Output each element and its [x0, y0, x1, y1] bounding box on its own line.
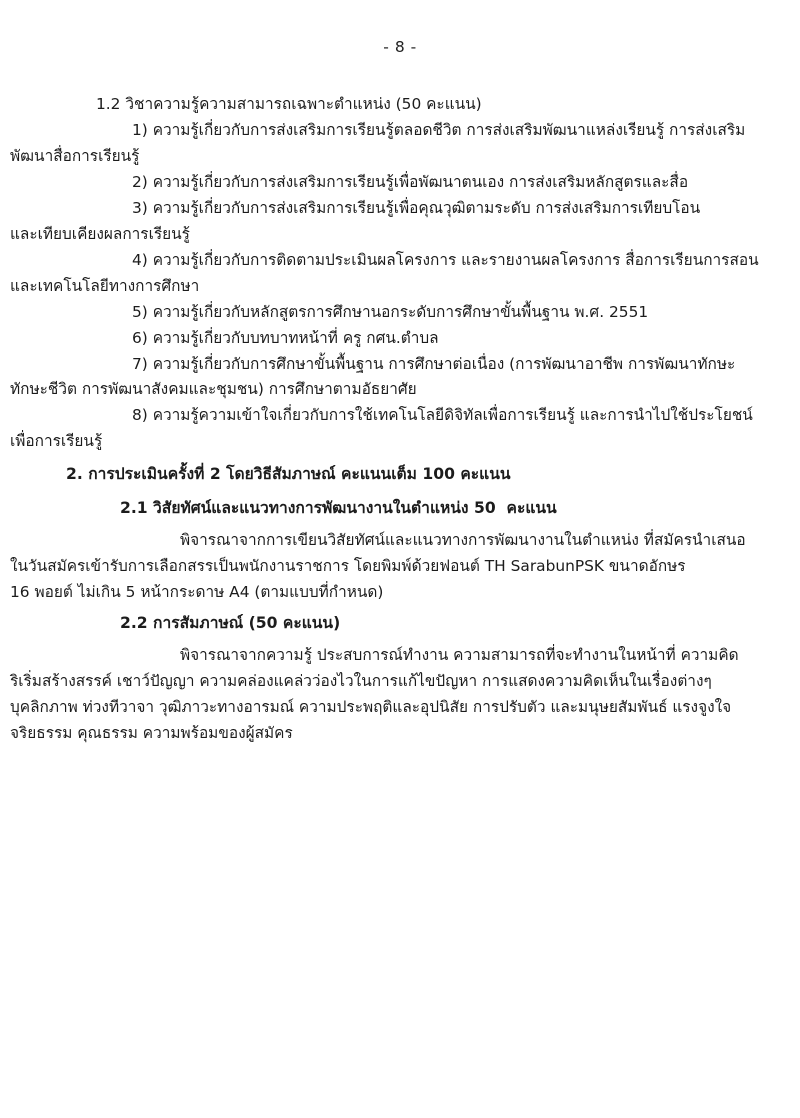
- paragraph-item-8-cont: เพื่อการเรียนรู้: [10, 432, 103, 451]
- paragraph-item-4-cont: และเทคโนโลยีทางการศึกษา: [10, 276, 200, 295]
- page-number: - 8 -: [383, 38, 417, 56]
- paragraph-section-1-2: 1.2 วิชาความรู้ความสามารถเฉพาะตำแหน่ง (50 คะแนน): [96, 95, 482, 113]
- paragraph-2-2-body-line2: ริเริ่มสร้างสรรค์ เชาว์ปัญญา ความคล่องแคล่วว่องไวในการแก้ไขปัญหา การแสดงความคิดเห็นในเรื่องต่างๆ: [10, 671, 712, 690]
- paragraph-item-7-cont: ทักษะชีวิต การพัฒนาสังคมและชุมชน) การศึกษาตามอัธยาศัย: [10, 380, 417, 399]
- heading-section-2-2: 2.2 การสัมภาษณ์ (50 คะแนน): [120, 613, 341, 632]
- paragraph-item-3: 3) ความรู้เกี่ยวกับการส่งเสริมการเรียนรู้เพื่อคุณวุฒิตามระดับ การส่งเสริมการเทียบโอน: [132, 198, 701, 217]
- document-body: [0, 92, 800, 746]
- paragraph-2-1-body-line2: ในวันสมัครเข้ารับการเลือกสรรเป็นพนักงานราชการ โดยพิมพ์ด้วยฟอนต์ TH SarabunPSK ขนาดอักษร: [10, 556, 686, 575]
- paragraph-item-1-cont: พัฒนาสื่อการเรียนรู้: [10, 146, 140, 165]
- paragraph-2-2-body-line4: จริยธรรม คุณธรรม ความพร้อมของผู้สมัคร: [10, 723, 293, 742]
- paragraph-item-8: 8) ความรู้ความเข้าใจเกี่ยวกับการใช้เทคโนโลยีดิจิทัลเพื่อการเรียนรู้ และการนำไปใช้ประโยชน์: [132, 406, 753, 425]
- paragraph-item-1: 1) ความรู้เกี่ยวกับการส่งเสริมการเรียนรู้ตลอดชีวิต การส่งเสริมพัฒนาแหล่งเรียนรู้ การส่งเสริม: [132, 120, 746, 139]
- paragraph-item-7: 7) ความรู้เกี่ยวกับการศึกษาขั้นพื้นฐาน การศึกษาต่อเนื่อง (การพัฒนาอาชีพ การพัฒนาทักษะ: [132, 354, 736, 373]
- heading-section-2: 2. การประเมินครั้งที่ 2 โดยวิธีสัมภาษณ์ คะแนนเต็ม 100 คะแนน: [66, 465, 511, 484]
- paragraph-2-2-body-line3: บุคลิกภาพ ท่วงทีวาจา วุฒิภาวะทางอารมณ์ ความประพฤติและอุปนิสัย การปรับตัว และมนุษยสัมพันธ์ แรงจูงใจ: [10, 697, 732, 716]
- document-page: [0, 38, 800, 1118]
- paragraph-item-5: 5) ความรู้เกี่ยวกับหลักสูตรการศึกษานอกระดับการศึกษาขั้นพื้นฐาน พ.ศ. 2551: [132, 302, 649, 321]
- paragraph-item-6: 6) ความรู้เกี่ยวกับบทบาทหน้าที่ ครู กศน.ตำบล: [132, 328, 439, 347]
- paragraph-item-4: 4) ความรู้เกี่ยวกับการติดตามประเมินผลโครงการ และรายงานผลโครงการ สื่อการเรียนการสอน: [132, 250, 759, 269]
- paragraph-2-1-body-line3: 16 พอยต์ ไม่เกิน 5 หน้ากระดาษ A4 (ตามแบบที่กำหนด): [10, 582, 384, 601]
- paragraph-item-3-cont: และเทียบเคียงผลการเรียนรู้: [10, 224, 190, 243]
- heading-section-2-1: 2.1 วิสัยทัศน์และแนวทางการพัฒนางานในตำแหน่ง 50 คะแนน: [120, 498, 557, 517]
- paragraph-item-2: 2) ความรู้เกี่ยวกับการส่งเสริมการเรียนรู้เพื่อพัฒนาตนเอง การส่งเสริมหลักสูตรและสื่อ: [132, 172, 689, 191]
- paragraph-2-2-body-line1: พิจารณาจากความรู้ ประสบการณ์ทำงาน ความสามารถที่จะทำงานในหน้าที่ ความคิด: [180, 645, 739, 664]
- paragraph-2-1-body-line1: พิจารณาจากการเขียนวิสัยทัศน์และแนวทางการพัฒนางานในตำแหน่ง ที่สมัครนำเสนอ: [180, 530, 746, 549]
